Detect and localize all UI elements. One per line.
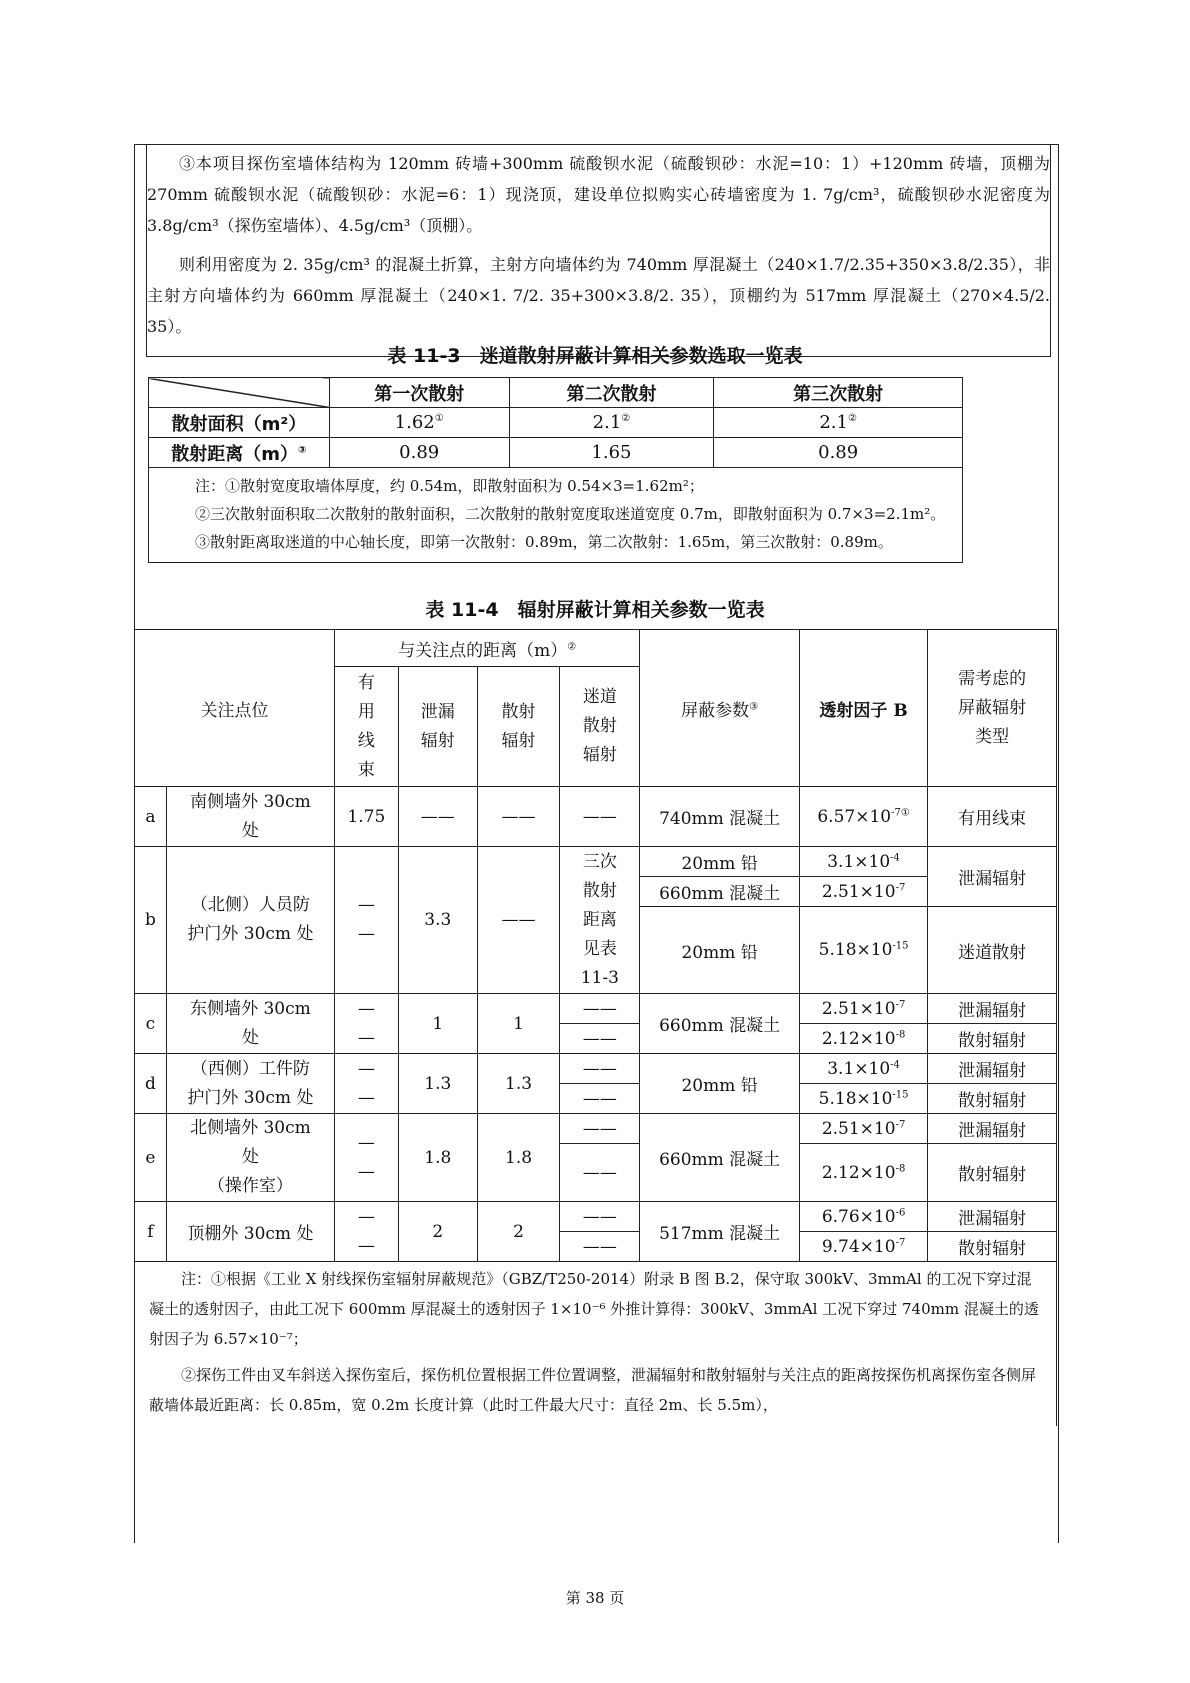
table4-note: ②探伤工件由叉车斜送入探伤室后，探伤机位置根据工件位置调整，泄漏辐射和散射辐射与关注点的距离按探伤机离探伤室各侧屏蔽墙体最近距离：长 0.85m，宽 0.2m 长度计算（此时工件最大尺寸：直径 2m、长 5.5m），: [149, 1366, 1037, 1414]
cell-leakage: 1: [398, 994, 477, 1054]
header-leakage: 泄漏 辐射: [398, 667, 477, 787]
cell-type: 散射辐射: [928, 1084, 1057, 1114]
table3-note: 注：①散射宽度取墙体厚度，约 0.54m，即散射面积为 0.54×3=1.62m²；: [195, 477, 704, 495]
row-id: c: [135, 994, 167, 1054]
table-11-4: [134, 629, 1057, 1426]
table3-cell: 1.65: [509, 438, 714, 468]
cell-scatter: 2: [477, 1202, 559, 1262]
cell-type: 泄漏辐射: [928, 1054, 1057, 1084]
table3-cell: 1.62①: [329, 408, 509, 438]
table3-header: 第三次散射: [714, 378, 963, 408]
cell-transmission: $2.12\times 10^{-8}$: [799, 1024, 928, 1054]
table4-notes: [135, 1262, 1057, 1427]
table3-note: ③散射距离取迷道的中心轴长度，即第一次散射：0.89m，第二次散射：1.65m，第三次散射：0.89m。: [195, 533, 893, 551]
table3-cell: 2.1②: [509, 408, 714, 438]
cell-dash: ——: [560, 787, 640, 847]
header-shield: 屏蔽参数③: [640, 630, 799, 787]
table4-note: 注：①根据《工业 X 射线探伤室辐射屏蔽规范》（GBZ/T250-2014）附录 B 图 B.2，保守取 300kV、3mmAl 的工况下穿过混凝土的透射因子，由此工况下 600mm 厚混凝土的透射因子 1×10⁻⁶ 外推计算得：300kV、3mmAl 工况下穿过 740mm 混凝土的透射因子为 6.57×10⁻⁷；: [149, 1270, 1039, 1348]
header-point: 关注点位: [135, 630, 335, 787]
cell-type: 泄漏辐射: [928, 847, 1057, 907]
cell-shield: 20mm 铅: [640, 907, 799, 994]
row-location: （西侧）工件防 护门外 30cm 处: [166, 1054, 334, 1114]
header-useful-beam: 有 用 线 束: [334, 667, 398, 787]
cell-leakage: 1.8: [398, 1114, 477, 1202]
row-id: a: [135, 787, 167, 847]
table3-notes: [149, 468, 963, 563]
cell-shield: 660mm 混凝土: [640, 994, 799, 1054]
cell-dash: ——: [560, 1084, 640, 1114]
table-11-3-caption: 表 11-3 迷道散射屏蔽计算相关参数选取一览表: [387, 345, 803, 367]
cell-transmission: $5.18\times 10^{-15}$: [799, 907, 928, 994]
cell-dash: — —: [334, 994, 398, 1054]
page-number: 第 38 页: [565, 1589, 625, 1607]
cell-shield: 20mm 铅: [640, 1054, 799, 1114]
cell-transmission: $6.76\times 10^{-6}$: [799, 1202, 928, 1232]
cell-transmission: $5.18\times 10^{-15}$: [799, 1084, 928, 1114]
cell-scatter: 1.8: [477, 1114, 559, 1202]
row-location: 北侧墙外 30cm 处 （操作室）: [166, 1114, 334, 1202]
cell-dash: — —: [334, 1114, 398, 1202]
cell-dash: ——: [560, 1114, 640, 1144]
row-location: 东侧墙外 30cm 处: [166, 994, 334, 1054]
cell-useful: 1.75: [334, 787, 398, 847]
table-11-4-caption: 表 11-4 辐射屏蔽计算相关参数一览表: [425, 599, 765, 621]
cell-type: 散射辐射: [928, 1232, 1057, 1262]
cell-dash: — —: [334, 847, 398, 994]
cell-dash: — —: [334, 1054, 398, 1114]
cell-transmission: $9.74\times 10^{-7}$: [799, 1232, 928, 1262]
cell-dash: ——: [560, 1144, 640, 1202]
cell-dash: ——: [560, 994, 640, 1024]
cell-transmission: $2.51\times 10^{-7}$: [799, 877, 928, 907]
cell-shield: 740mm 混凝土: [640, 787, 799, 847]
header-type: 需考虑的 屏蔽辐射 类型: [928, 630, 1057, 787]
intro-paragraph-2: 则利用密度为 2. 35g/cm³ 的混凝土折算，主射方向墙体约为 740mm 厚混凝土（240×1.7/2.35+350×3.8/2.35），非主射方向墙体约为 660mm 厚混凝土（240×1. 7/2. 35+300×3.8/2. 35），顶棚约为 517mm 厚混凝土（270×4.5/2. 35）。: [147, 255, 1050, 336]
cell-transmission: $2.12\times 10^{-8}$: [799, 1144, 928, 1202]
cell-leakage: 3.3: [398, 847, 477, 994]
header-transmission: 透射因子 B: [799, 630, 928, 787]
cell-type: 散射辐射: [928, 1024, 1057, 1054]
cell-shield: 660mm 混凝土: [640, 877, 799, 907]
intro-paragraph-1: ③本项目探伤室墙体结构为 120mm 砖墙+300mm 硫酸钡水泥（硫酸钡砂：水泥=10：1）+120mm 砖墙，顶棚为 270mm 硫酸钡水泥（硫酸钡砂：水泥=6：1）现浇顶，建设单位拟购实心砖墙密度为 1. 7g/cm³，硫酸钡砂水泥密度为 3.8g/cm³（探伤室墙体）、4.5g/cm³（顶棚）。: [147, 154, 1050, 235]
cell-type: 有用线束: [928, 787, 1057, 847]
cell-maze: 三次 散射 距离 见表 11-3: [560, 847, 640, 994]
cell-dash: ——: [560, 1054, 640, 1084]
row-id: f: [135, 1202, 167, 1262]
cell-transmission: $3.1\times 10^{-4}$: [799, 847, 928, 877]
table-11-3: [148, 377, 963, 563]
cell-dash: ——: [398, 787, 477, 847]
table3-header: 第一次散射: [329, 378, 509, 408]
table3-cell: 2.1②: [714, 408, 963, 438]
cell-type: 散射辐射: [928, 1144, 1057, 1202]
row-label-distance: 散射距离（m）③: [149, 438, 330, 468]
table3-note: ②三次散射面积取二次散射的散射面积，二次散射的散射宽度取迷道宽度 0.7m，即散射面积为 0.7×3=2.1m²。: [195, 505, 946, 523]
cell-type: 泄漏辐射: [928, 1114, 1057, 1144]
table3-cell: 0.89: [329, 438, 509, 468]
header-distance: 与关注点的距离（m）②: [334, 630, 639, 667]
cell-dash: ——: [560, 1232, 640, 1262]
cell-dash: ——: [560, 1024, 640, 1054]
row-label-area: 散射面积（m²）: [149, 408, 330, 438]
table3-header: 第二次散射: [509, 378, 714, 408]
row-id: d: [135, 1054, 167, 1114]
cell-transmission: $6.57\times 10^{-7①}$: [799, 787, 928, 847]
cell-shield: 517mm 混凝土: [640, 1202, 799, 1262]
cell-type: 泄漏辐射: [928, 1202, 1057, 1232]
table3-cell: 0.89: [714, 438, 963, 468]
cell-dash: ——: [477, 847, 559, 994]
cell-transmission: $2.51\times 10^{-7}$: [799, 994, 928, 1024]
cell-leakage: 2: [398, 1202, 477, 1262]
corner-diagonal-cell: [149, 378, 330, 408]
cell-dash: ——: [560, 1202, 640, 1232]
header-scatter: 散射 辐射: [477, 667, 559, 787]
row-location: 顶棚外 30cm 处: [166, 1202, 334, 1262]
cell-scatter: 1.3: [477, 1054, 559, 1114]
cell-leakage: 1.3: [398, 1054, 477, 1114]
cell-transmission: $2.51\times 10^{-7}$: [799, 1114, 928, 1144]
cell-type: 迷道散射: [928, 907, 1057, 994]
intro-section: [146, 144, 1051, 357]
cell-shield: 660mm 混凝土: [640, 1114, 799, 1202]
row-id: b: [135, 847, 167, 994]
cell-type: 泄漏辐射: [928, 994, 1057, 1024]
cell-shield: 20mm 铅: [640, 847, 799, 877]
cell-dash: ——: [477, 787, 559, 847]
row-id: e: [135, 1114, 167, 1202]
cell-transmission: $3.1\times 10^{-4}$: [799, 1054, 928, 1084]
row-location: （北侧）人员防 护门外 30cm 处: [166, 847, 334, 994]
header-maze: 迷道 散射 辐射: [560, 667, 640, 787]
row-location: 南侧墙外 30cm 处: [166, 787, 334, 847]
cell-scatter: 1: [477, 994, 559, 1054]
cell-dash: — —: [334, 1202, 398, 1262]
